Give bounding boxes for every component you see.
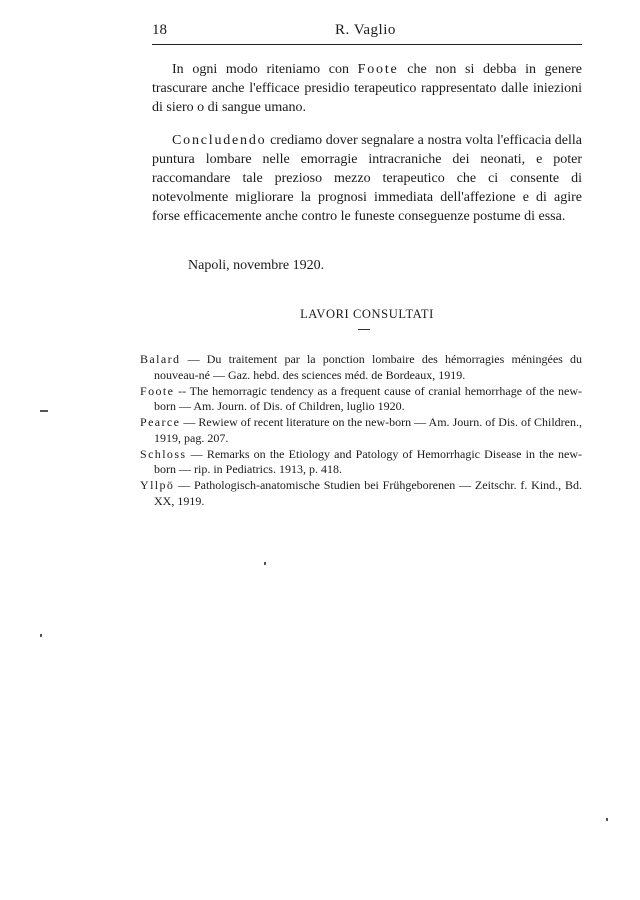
- bib-author: Yllpö: [140, 478, 175, 492]
- page-number: 18: [152, 22, 167, 38]
- header-rule: [152, 44, 582, 45]
- paragraph-1: [152, 60, 582, 117]
- bib-reference: -- The hemorragic tendency as a frequent cause of cranial hemorrhage of the new-born — Am. Journ. of Dis. of Children, luglio 1920.: [154, 383, 582, 413]
- bib-reference: — Pathologisch-anatomische Studien bei Frühgeborenen — Zeitschr. f. Kind., Bd. XX, 1919.: [154, 478, 582, 508]
- paragraph-1-lead: In ogni modo riteniamo con: [172, 62, 358, 77]
- bib-reference: — Rewiew of recent literature on the new-born — Am. Journ. of Dis. of Children., 1919, pag. 207.: [154, 415, 582, 445]
- paragraph-1-spaced-name: Foote: [357, 62, 399, 77]
- bib-entry: [140, 447, 582, 478]
- paragraph-2-spaced-word: Concludendo: [172, 133, 267, 148]
- running-head: [152, 22, 582, 44]
- scan-speck: [40, 410, 48, 412]
- heading-dash: [358, 329, 370, 330]
- bib-entry: [140, 352, 582, 383]
- scan-speck: [264, 562, 266, 565]
- bib-entry: [140, 384, 582, 415]
- scan-speck: [40, 634, 42, 637]
- bibliography: [140, 352, 582, 510]
- bib-author: Balard: [140, 352, 181, 366]
- bib-entry: [140, 478, 582, 509]
- running-title: R. Vaglio: [335, 22, 396, 38]
- bib-author: Schloss: [140, 446, 187, 461]
- scan-speck: [606, 818, 608, 821]
- bibliography-heading: LAVORI CONSULTATI: [300, 307, 434, 321]
- paragraph-2: [152, 131, 582, 226]
- bib-reference: — Du traitement par la ponction lombaire des hémorragies méningées du nouveau-né — Gaz. hebd. des sciences méd. de Bordeaux, 1919.: [154, 352, 582, 382]
- bib-author: Foote: [140, 383, 175, 398]
- dateline: Napoli, novembre 1920.: [188, 258, 325, 273]
- paragraph-2-rest: crediamo dover segnalare a nostra volta l'efficacia della puntura lombare nelle emorragie intracraniche dei neonati, e poter raccomandare tale prezioso mezzo terapeutico che ci consente di notevolmente migliorare la prognosi immediata dell'affezione e di agire forse efficacemente anche contro le funeste conseguenze postume di essa.: [152, 133, 582, 224]
- paragraph-1-rest: che non si debba in genere trascurare anche l'efficace presidio terapeutico rappresentato dalle iniezioni di siero o di sangue umano.: [152, 62, 582, 115]
- bib-reference: — Remarks on the Etiology and Patology of Hemorrhagic Disease in the new-born — rip. in Pediatrics. 1913, p. 418.: [154, 446, 582, 476]
- bib-entry: [140, 415, 582, 446]
- bib-author: Pearce: [140, 415, 181, 429]
